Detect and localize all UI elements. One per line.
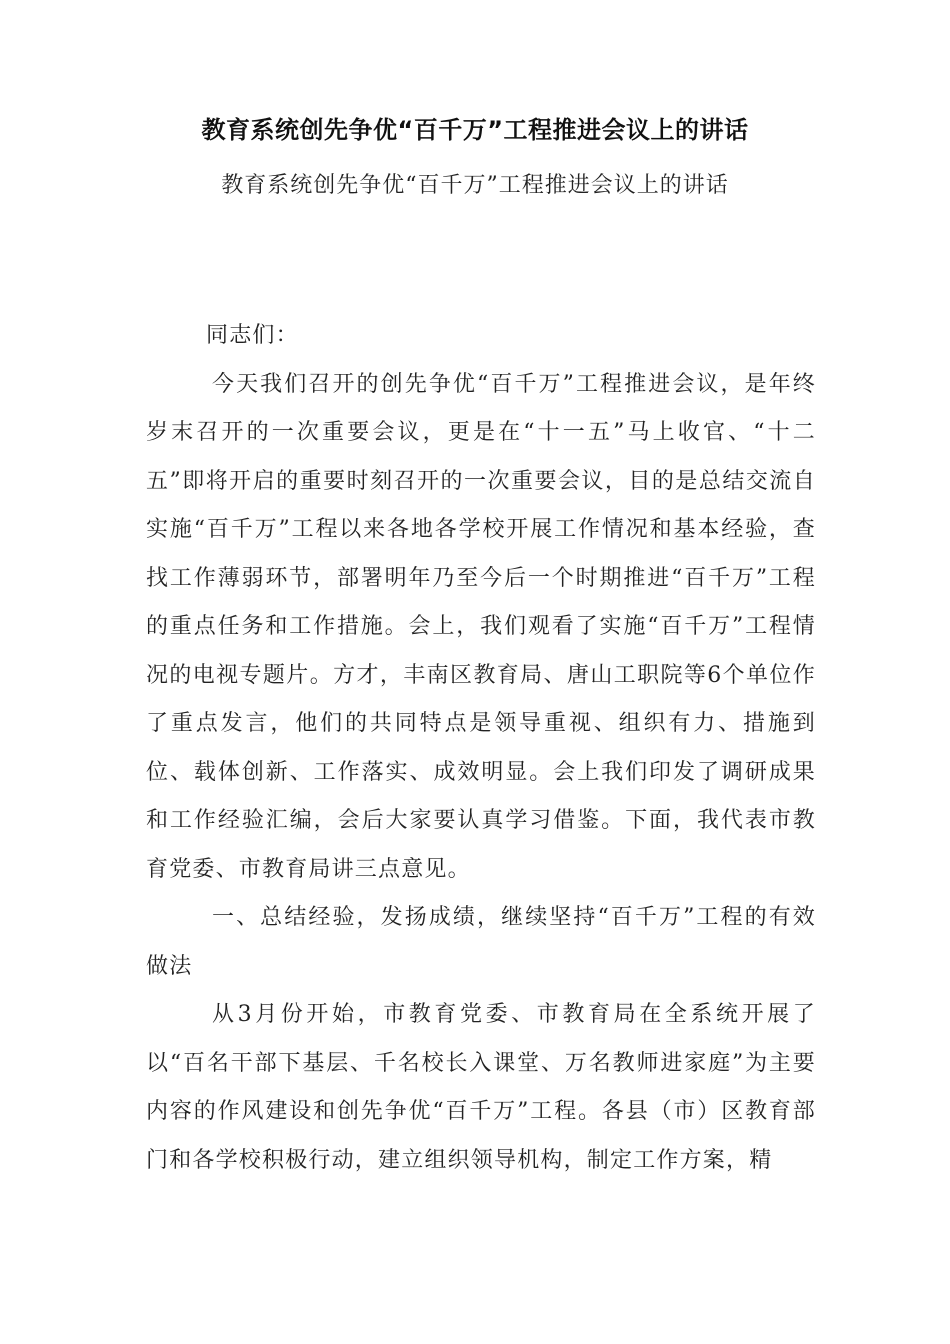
document-subtitle: 教育系统创先争优“百千万”工程推进会议上的讲话 xyxy=(221,173,729,198)
paragraph-section-one: 从3月份开始，市教育党委、市教育局在全系统开展了以“百名干部下基层、千名校长入课堂、万名教师进家庭”为主要内容的作风建设和创先争优“百千万”工程。各县（市）区教育部门和各学校积极行动，建立组织领导机构，制定工作方案，精 xyxy=(146,1002,816,1173)
document-title: 教育系统创先争优“百千万”工程推进会议上的讲话 xyxy=(201,116,749,144)
section-heading-one: 一、总结经验，发扬成绩，继续坚持“百千万”工程的有效做法 xyxy=(146,905,816,979)
salutation: 同志们： xyxy=(206,323,299,348)
paragraph-opening: 今天我们召开的创先争优“百千万”工程推进会议，是年终岁末召开的一次重要会议，更是在“十一五”马上收官、“十二五”即将开启的重要时刻召开的一次重要会议，目的是总结交流自实施“百千万”工程以来各地各学校开展工作情况和基本经验，查找工作薄弱环节，部署明年乃至今后一个时期推进“百千万”工程的重点任务和工作措施。会上，我们观看了实施“百千万”工程情况的电视专题片。方才，丰南区教育局、唐山工职院等6个单位作了重点发言，他们的共同特点是领导重视、组织有力、措施到位、载体创新、工作落实、成效明显。会上我们印发了调研成果和工作经验汇编，会后大家要认真学习借鉴。下面，我代表市教育党委、市教育局讲三点意见。 xyxy=(146,371,816,882)
document-body xyxy=(146,312,816,1185)
